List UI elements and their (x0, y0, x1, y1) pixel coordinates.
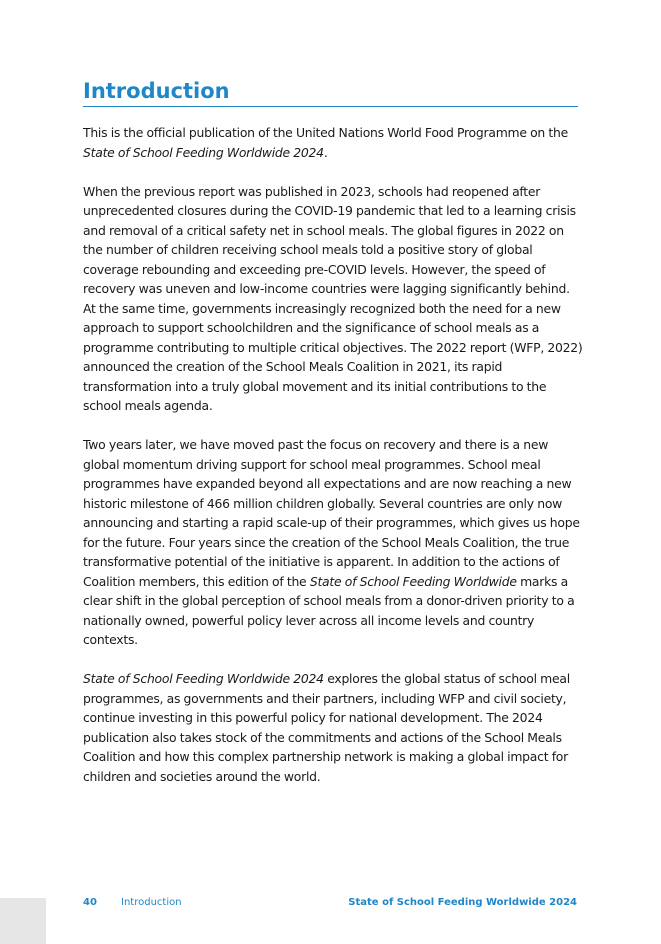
paragraph (83, 182, 583, 416)
paragraph (83, 123, 583, 162)
paragraph-text: Two years later, we have moved past the focus on recovery and there is a new global momentum driving support for school meal programmes. School meal programmes have expanded beyond all expectations and are now reaching a new historic milestone of 466 million children globally. Several countries are only now announcing and starting a rapid scale-up of their programmes, which gives us hope for the future. Four years since the creation of the School Meals Coalition, the true transformative potential of the initiative is apparent. In addition to the actions of Coalition members, this edition of the (83, 437, 580, 589)
page-footer (0, 888, 661, 918)
footer-section-name: Introduction (121, 897, 182, 908)
paragraph-text: marks a clear shift in the global perception of school meals from a donor-driven priority to a nationally owned, powerful policy lever across all income levels and country contexts. (83, 573, 575, 647)
publication-title-italic: State of School Feeding Worldwide (309, 573, 517, 589)
publication-title-italic: State of School Feeding Worldwide 2024 (83, 671, 324, 686)
title-divider (83, 106, 578, 107)
page-title: Introduction (83, 79, 230, 103)
paragraph-text: When the previous report was published in 2023, schools had reopened after unprecedented closures during the COVID-19 pandemic that led to a learning crisis and removal of a critical safety net in school meals. The global figures in 2022 on the number of children receiving school meals told a positive story of global coverage rebounding and exceeding pre-COVID levels. However, the speed of recovery was uneven and low-income countries were lagging significantly behind. At the same time, governments increasingly recognized both the need for a new approach to support schoolchildren and the significance of school meals as a programme contributing to multiple critical objectives. The 2022 report (WFP, 2022) announced the creation of the School Meals Coalition in 2021, its rapid transformation into a truly global movement and its initial contributions to the school meals agenda. (83, 183, 583, 413)
corner-tab-decoration (0, 898, 46, 944)
body-text (83, 123, 583, 806)
page-number: 40 (83, 897, 97, 908)
publication-title-italic: State of School Feeding Worldwide 2024 (83, 144, 324, 160)
paragraph (83, 435, 583, 650)
paragraph (83, 669, 583, 786)
paragraph-text: . (323, 144, 328, 160)
paragraph-text: This is the official publication of the United Nations World Food Programme on the (83, 125, 569, 140)
footer-publication-title: State of School Feeding Worldwide 2024 (348, 897, 577, 908)
paragraph-text: explores the global status of school meal programmes, as governments and their partners, including WFP and civil society, continue investing in this powerful policy for national development. The 2024 publication also takes stock of the commitments and actions of the School Meals Coalition and how this complex partnership network is making a global impact for children and societies around the world. (83, 671, 570, 784)
